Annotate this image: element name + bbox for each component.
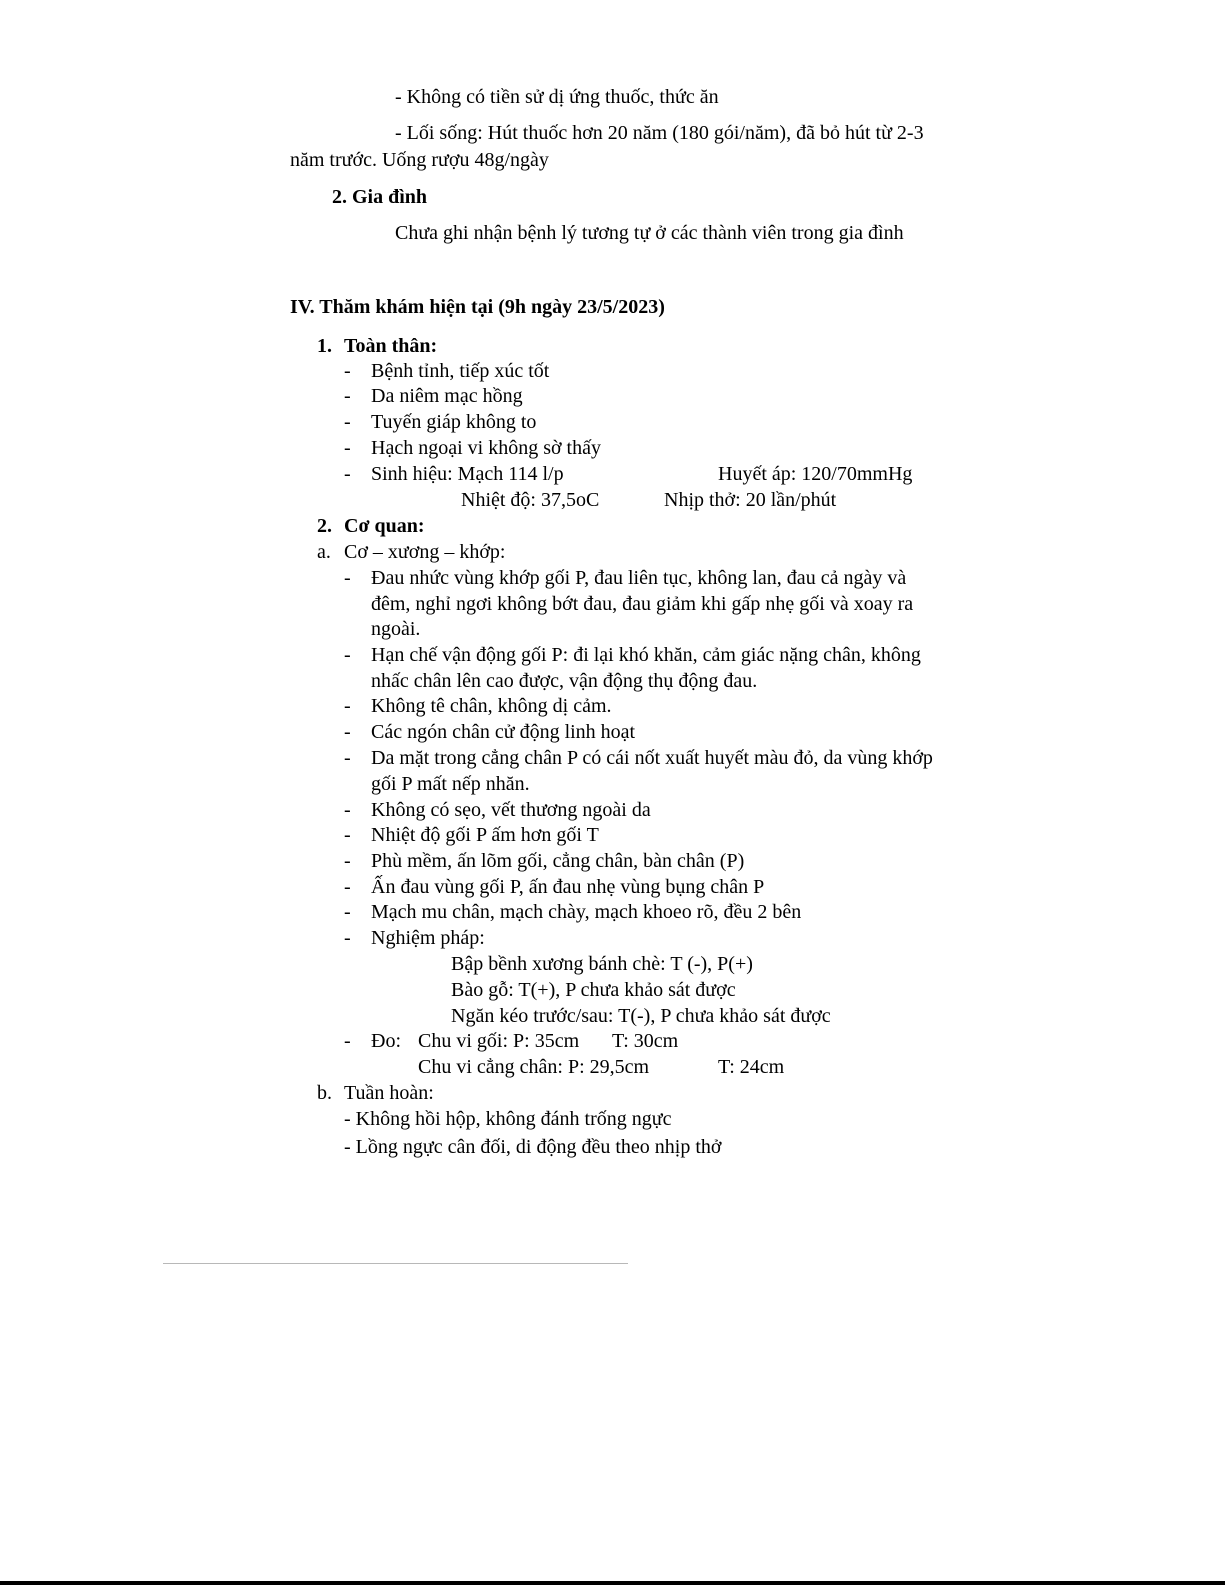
calf-p: Chu vi cẳng chân: P: 29,5cm bbox=[418, 1056, 650, 1078]
bullet-dash: - bbox=[344, 360, 351, 382]
circ-item-2: - Lồng ngực cân đối, di động đều theo nhịp thở bbox=[344, 1136, 722, 1158]
bullet-dash: - bbox=[344, 437, 351, 459]
test-line-2: Bào gỗ: T(+), P chưa khảo sát được bbox=[451, 979, 736, 1001]
general-title: Toàn thân: bbox=[344, 335, 438, 357]
circ-title: Tuần hoàn: bbox=[344, 1082, 434, 1104]
warm-line: Nhiệt độ gối P ấm hơn gối T bbox=[371, 824, 599, 846]
general-item-2: Da niêm mạc hồng bbox=[371, 385, 523, 407]
vitals-resp: Nhịp thở: 20 lần/phút bbox=[664, 489, 837, 511]
calf-t: T: 24cm bbox=[718, 1056, 785, 1078]
skin-line-1: Da mặt trong cẳng chân P có cái nốt xuất huyết màu đỏ, da vùng khớp bbox=[371, 747, 933, 769]
test-line-1: Bập bềnh xương bánh chè: T (-), P(+) bbox=[451, 953, 753, 975]
lifestyle-line-2: năm trước. Uống rượu 48g/ngày bbox=[290, 149, 549, 171]
bullet-dash: - bbox=[344, 385, 351, 407]
bullet-dash: - bbox=[344, 463, 351, 485]
measure-label: Đo: bbox=[371, 1030, 401, 1052]
pulses-line: Mạch mu chân, mạch chày, mạch khoeo rõ, đều 2 bên bbox=[371, 901, 802, 923]
bullet-dash: - bbox=[344, 721, 351, 743]
bullet-dash: - bbox=[344, 695, 351, 717]
musculo-letter: a. bbox=[317, 541, 331, 563]
family-text: Chưa ghi nhận bệnh lý tương tự ở các thành viên trong gia đình bbox=[395, 222, 904, 244]
pain-line-2: đêm, nghỉ ngơi không bớt đau, đau giảm khi gấp nhẹ gối và xoay ra bbox=[371, 593, 914, 615]
knee-p: Chu vi gối: P: 35cm bbox=[418, 1030, 580, 1052]
circ-letter: b. bbox=[317, 1082, 332, 1104]
limit-line-2: nhấc chân lên cao được, vận động thụ động đau. bbox=[371, 670, 758, 692]
test-line-3: Ngăn kéo trước/sau: T(-), P chưa khảo sát được bbox=[451, 1005, 831, 1027]
bullet-dash: - bbox=[344, 876, 351, 898]
tests-label: Nghiệm pháp: bbox=[371, 927, 485, 949]
exam-heading: IV. Thăm khám hiện tại (9h ngày 23/5/2023) bbox=[290, 296, 665, 318]
bullet-dash: - bbox=[344, 824, 351, 846]
bullet-dash: - bbox=[344, 747, 351, 769]
footnote-separator bbox=[163, 1263, 628, 1264]
page-bottom-border bbox=[0, 1581, 1225, 1585]
bullet-dash: - bbox=[344, 799, 351, 821]
bullet-dash: - bbox=[344, 1030, 351, 1052]
organs-number: 2. bbox=[317, 515, 332, 537]
bullet-dash: - bbox=[344, 850, 351, 872]
general-item-3: Tuyến giáp không to bbox=[371, 411, 537, 433]
vitals-temp: Nhiệt độ: 37,5oC bbox=[461, 489, 600, 511]
allergy-line: - Không có tiền sử dị ứng thuốc, thức ăn bbox=[395, 86, 719, 108]
circ-item-1: - Không hồi hộp, không đánh trống ngực bbox=[344, 1108, 672, 1130]
pain-line-1: Đau nhức vùng khớp gối P, đau liên tục, không lan, đau cả ngày và bbox=[371, 567, 907, 589]
general-item-1: Bệnh tỉnh, tiếp xúc tốt bbox=[371, 360, 550, 382]
bullet-dash: - bbox=[344, 927, 351, 949]
scar-line: Không có sẹo, vết thương ngoài da bbox=[371, 799, 651, 821]
lifestyle-line-1: - Lối sống: Hút thuốc hơn 20 năm (180 gói/năm), đã bỏ hút từ 2-3 bbox=[395, 122, 924, 144]
edema-line: Phù mềm, ấn lõm gối, cẳng chân, bàn chân (P) bbox=[371, 850, 745, 872]
limit-line-1: Hạn chế vận động gối P: đi lại khó khăn, cảm giác nặng chân, không bbox=[371, 644, 921, 666]
musculo-title: Cơ – xương – khớp: bbox=[344, 541, 506, 563]
bullet-dash: - bbox=[344, 644, 351, 666]
vitals-bp: Huyết áp: 120/70mmHg bbox=[718, 463, 913, 485]
toes-line: Các ngón chân cử động linh hoạt bbox=[371, 721, 636, 743]
bullet-dash: - bbox=[344, 411, 351, 433]
vitals-pulse: Sinh hiệu: Mạch 114 l/p bbox=[371, 463, 564, 485]
tender-line: Ấn đau vùng gối P, ấn đau nhẹ vùng bụng chân P bbox=[371, 876, 765, 898]
bullet-dash: - bbox=[344, 901, 351, 923]
general-item-4: Hạch ngoại vi không sờ thấy bbox=[371, 437, 601, 459]
organs-title: Cơ quan: bbox=[344, 515, 425, 537]
knee-t: T: 30cm bbox=[612, 1030, 679, 1052]
general-number: 1. bbox=[317, 335, 332, 357]
skin-line-2: gối P mất nếp nhăn. bbox=[371, 773, 530, 795]
family-heading: 2. Gia đình bbox=[332, 186, 428, 208]
bullet-dash: - bbox=[344, 567, 351, 589]
pain-line-3: ngoài. bbox=[371, 618, 421, 640]
numb-line: Không tê chân, không dị cảm. bbox=[371, 695, 612, 717]
